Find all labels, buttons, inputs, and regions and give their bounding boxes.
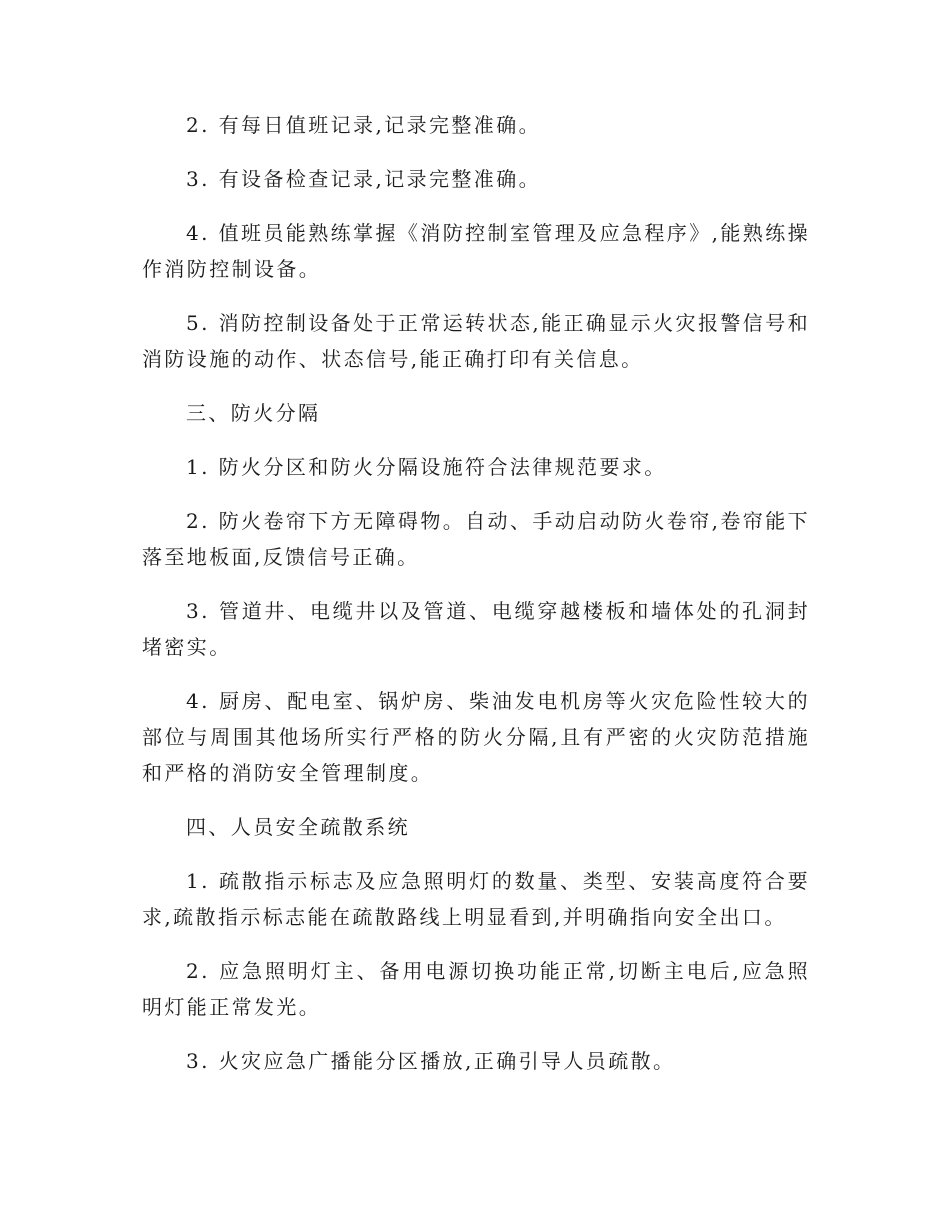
paragraph-equipment-record: 3. 有设备检查记录,记录完整准确。 [186, 167, 541, 191]
paragraph-operator-skill: 4. 值班员能熟练掌握《消防控制室管理及应急程序》,能熟练操作消防控制设备。 [142, 221, 810, 281]
paragraph-emergency-lighting: 2. 应急照明灯主、备用电源切换功能正常,切断主电后,应急照明灯能正常发光。 [142, 959, 810, 1019]
paragraph-evacuation-signs: 1. 疏散指示标志及应急照明灯的数量、类型、安装高度符合要求,疏散指示标志能在疏散路线上明显看到,并明确指向安全出口。 [142, 869, 810, 929]
section-heading-evacuation-system: 四、人员安全疏散系统 [186, 815, 410, 839]
paragraph-shaft-sealing: 3. 管道井、电缆井以及管道、电缆穿越楼板和墙体处的孔洞封堵密实。 [142, 599, 810, 659]
paragraph-high-risk-rooms: 4. 厨房、配电室、锅炉房、柴油发电机房等火灾危险性较大的部位与周围其他场所实行严格的防火分隔,且有严密的火灾防范措施和严格的消防安全管理制度。 [142, 689, 810, 785]
paragraph-duty-record: 2. 有每日值班记录,记录完整准确。 [186, 113, 541, 137]
paragraph-fire-shutter: 2. 防火卷帘下方无障碍物。自动、手动启动防火卷帘,卷帘能下落至地板面,反馈信号正确。 [142, 509, 810, 569]
paragraph-control-equipment-status: 5. 消防控制设备处于正常运转状态,能正确显示火灾报警信号和消防设施的动作、状态信号,能正确打印有关信息。 [142, 311, 810, 371]
paragraph-fire-zones: 1. 防火分区和防火分隔设施符合法律规范要求。 [186, 455, 667, 479]
paragraph-emergency-broadcast: 3. 火灾应急广播能分区播放,正确引导人员疏散。 [186, 1049, 676, 1073]
document-body [142, 107, 810, 1097]
section-heading-fire-separation: 三、防火分隔 [186, 401, 321, 425]
